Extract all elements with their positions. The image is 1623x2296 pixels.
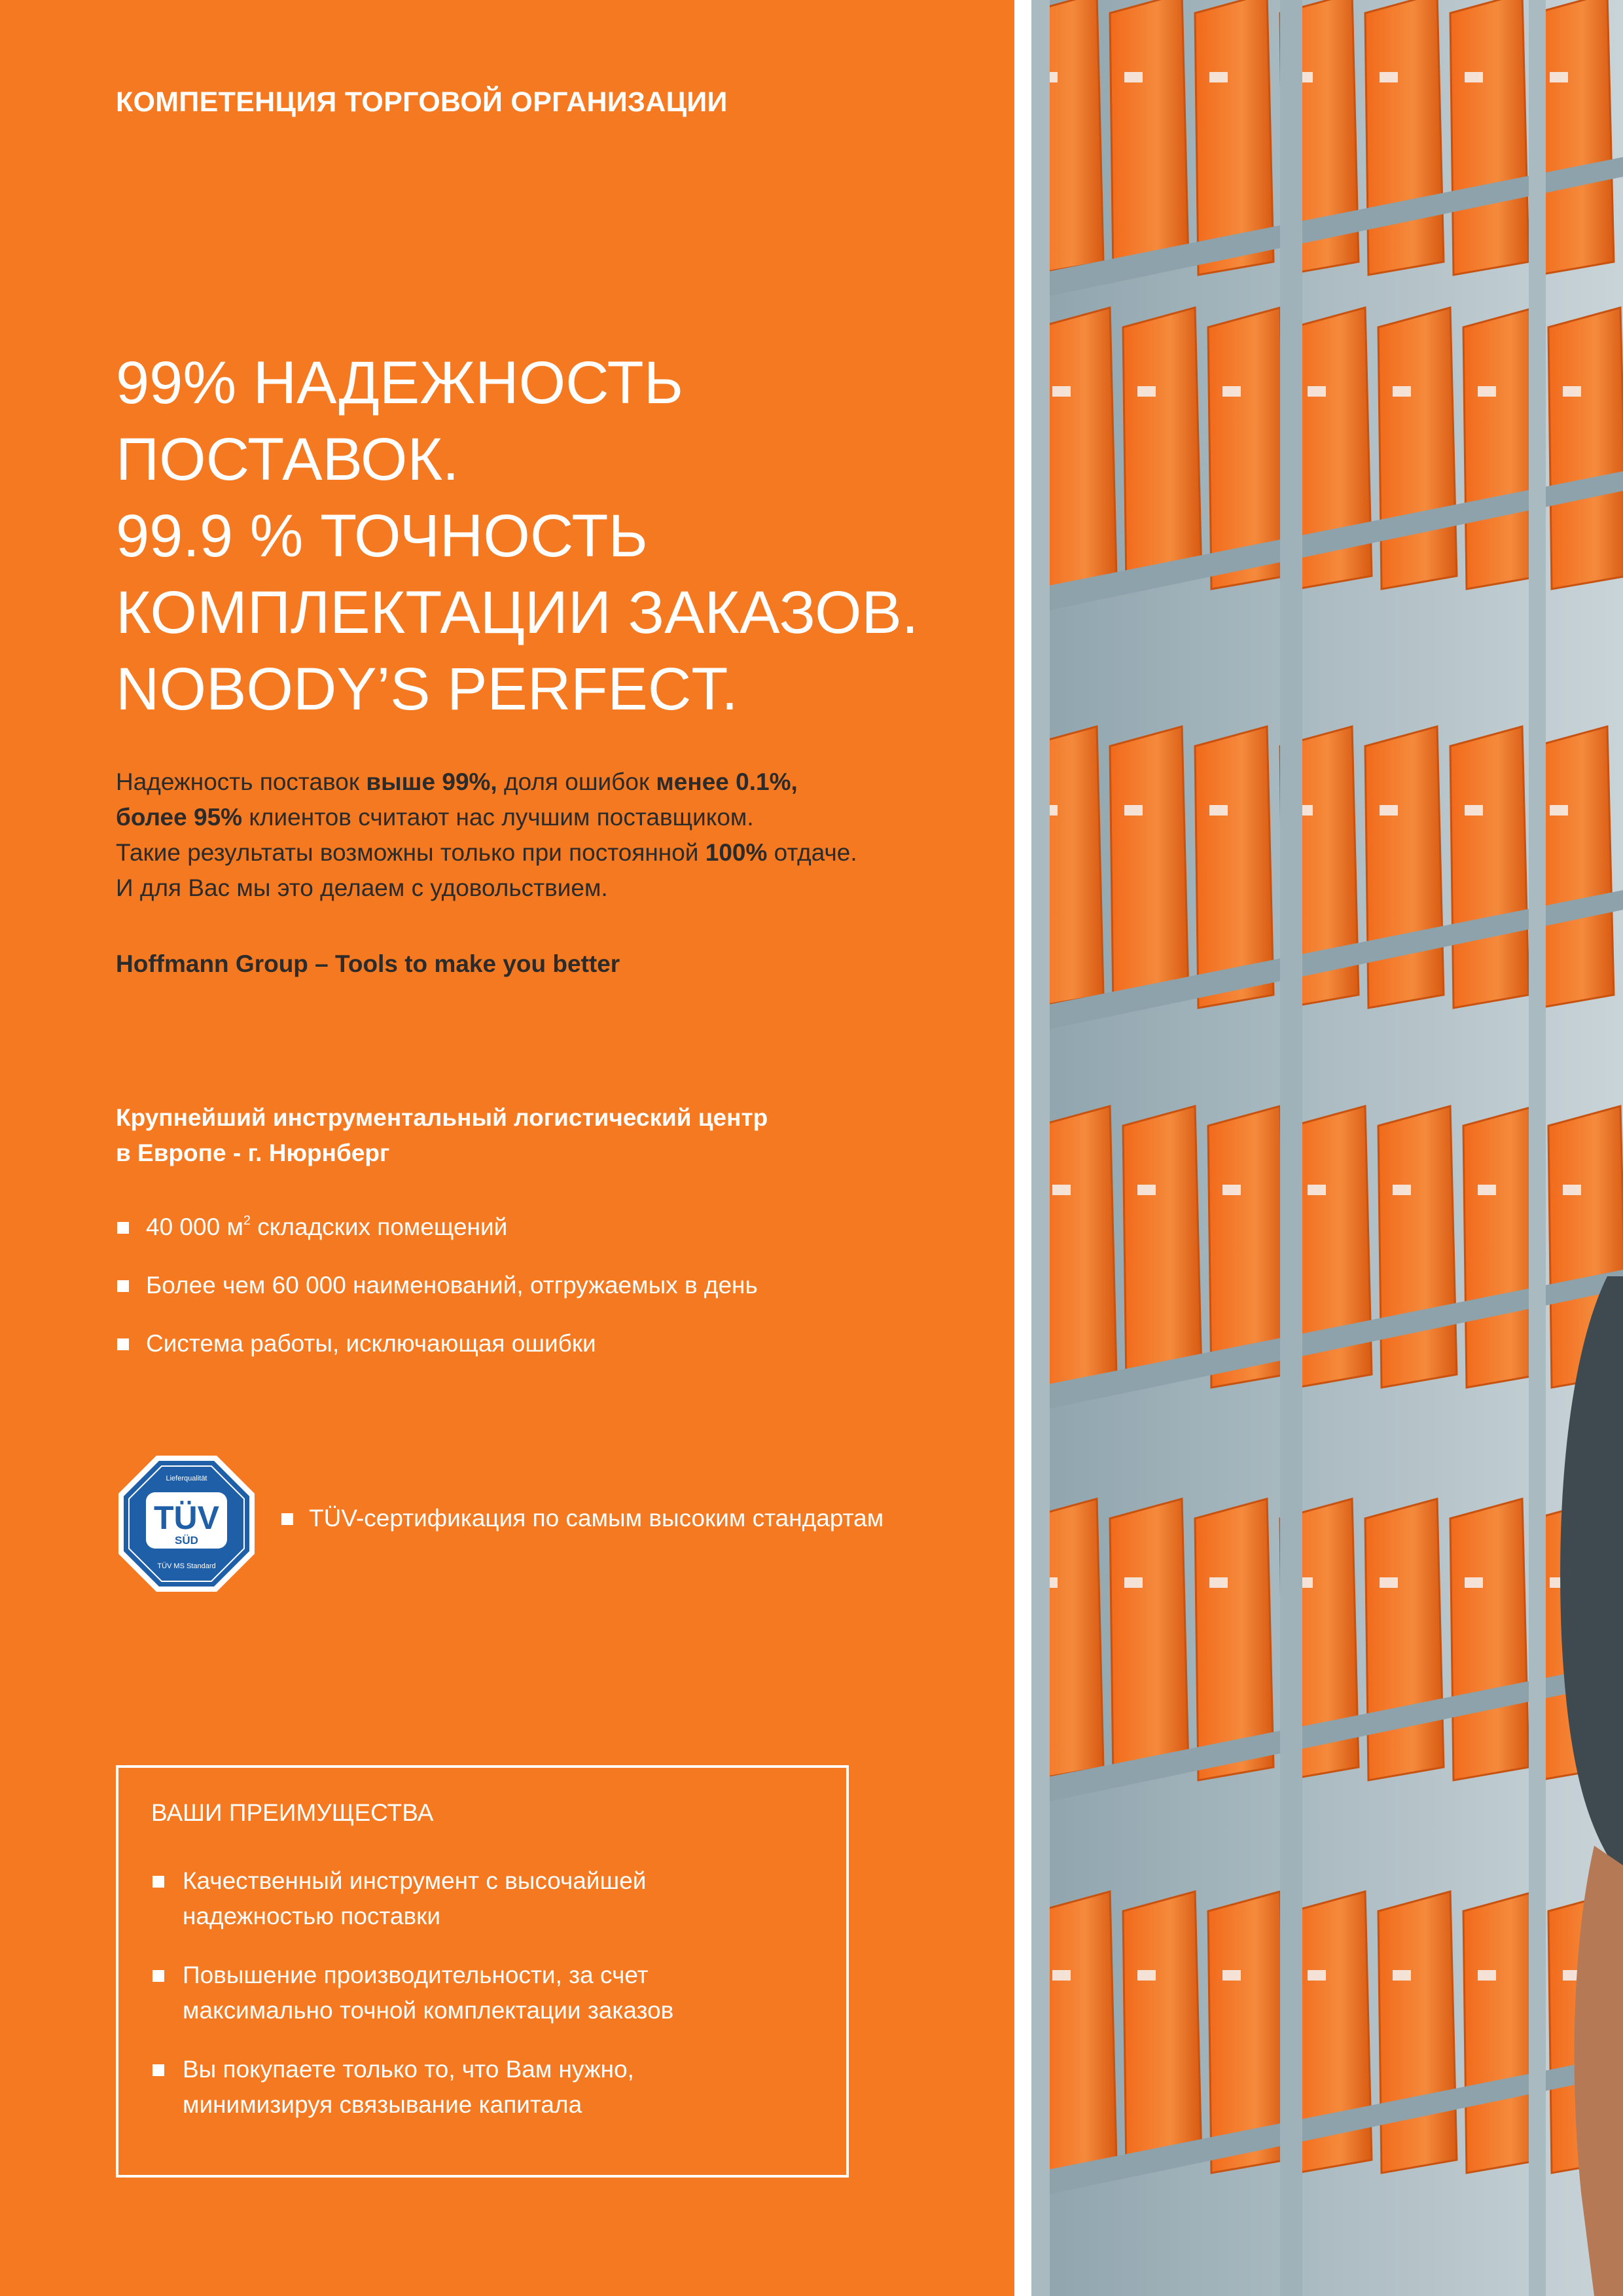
orange-bin [1365,726,1444,1008]
intro-text: доля ошибок [497,768,656,795]
warehouse-photo [1031,0,1623,2296]
benefit-text: Качественный инструмент с высочайшей [183,1867,647,1894]
bin-label-tag [1380,1577,1398,1588]
benefits-box [116,1765,849,2178]
headline [116,345,986,728]
bin-label-tag [1209,72,1228,82]
tuv-certification-text [280,1501,883,1536]
headline-line: NOBODY’S PERFECT. [116,656,738,723]
bin-label-tag [1222,1970,1241,1981]
benefit-text: максимально точной комплектации заказов [183,1997,674,2024]
bin-label-tag [1052,1970,1071,1981]
orange-bin [1378,1106,1457,1388]
square-bullet-icon [152,1876,164,1888]
square-bullet-icon [281,1513,293,1525]
bin-label-tag [1393,1970,1411,1981]
bin-label-tag [1478,386,1496,397]
fact-text: 40 000 м [146,1213,243,1240]
square-bullet-icon [152,1970,164,1982]
benefit-text: минимизируя связывание капитала [183,2091,582,2118]
intro-emphasis: менее 0.1%, [656,768,798,795]
fact-superscript: 2 [243,1213,251,1228]
tuv-sud-badge-icon [115,1452,259,1596]
bin-label-tag [1478,1970,1496,1981]
square-bullet-icon [117,1338,129,1350]
intro-text: Такие результаты возможны только при постоянной [116,839,705,866]
bin-label-tag [1478,1185,1496,1195]
intro-line: И для Вас мы это делаем с удовольствием. [116,874,608,901]
bin-label-tag [1222,1185,1241,1195]
benefit-text: надежностью поставки [183,1903,441,1929]
headline-line: КОМПЛЕКТАЦИИ ЗАКАЗОВ. [116,579,919,646]
orange-bin [1110,0,1188,275]
bin-label-tag [1308,1185,1326,1195]
logistics-center-title-line: Крупнейший инструментальный логистический центр [116,1104,768,1131]
bin-label-tag [1550,72,1568,82]
headline-line: 99.9 % ТОЧНОСТЬ [116,503,648,569]
intro-emphasis: 100% [705,839,768,866]
orange-bin [1123,308,1202,589]
orange-bin [1450,726,1529,1008]
intro-text: клиентов считают нас лучшим поставщиком. [242,804,754,831]
intro-line [116,764,993,800]
bin-label-tag [1137,386,1156,397]
bin-label-tag [1393,1185,1411,1195]
bin-label-tag [1052,1185,1071,1195]
bin-label-tag [1308,386,1326,397]
badge-sub-text: SÜD [175,1534,198,1547]
bin-label-tag [1380,805,1398,816]
bin-label-tag [1563,386,1581,397]
bin-label-tag [1465,1577,1483,1588]
shelf-upright [1031,0,1050,2296]
bin-label-tag [1209,1577,1228,1588]
fact-error-free-system [116,1326,758,1384]
bin-label-tag [1563,1185,1581,1195]
headline-line: 99% НАДЕЖНОСТЬ [116,350,684,416]
shelf-upright [1529,0,1546,2296]
bin-label-tag [1393,386,1411,397]
white-divider [1014,0,1031,2296]
orange-bin [1378,308,1457,589]
orange-bin [1378,1892,1457,2173]
badge-bottom-text: TÜV MS Standard [157,1562,216,1570]
benefit-text: Повышение производительности, за счет [183,1962,649,1988]
badge-mark-text: TÜV [154,1499,219,1536]
brand-slogan: Hoffmann Group – Tools to make you better [116,950,620,977]
intro-text: отдаче. [767,839,857,866]
benefit-text: Вы покупаете только то, что Вам нужно, [183,2056,634,2083]
intro-line [116,800,993,835]
bin-label-tag [1465,805,1483,816]
fact-text: складских помещений [251,1213,508,1240]
certification-text: TÜV-сертификация по самым высоким стандартам [309,1505,884,1532]
bin-label-tag [1137,1185,1156,1195]
bin-label-tag [1124,1577,1143,1588]
bin-label-tag [1209,805,1228,816]
orange-bin [1535,726,1614,1008]
orange-bin [1450,0,1529,275]
benefits-title: ВАШИ ПРЕИМУЩЕСТВА [151,1799,434,1826]
bin-label-tag [1308,1970,1326,1981]
bin-label-tag [1124,72,1143,82]
orange-bin [1365,0,1444,275]
orange-bin [1365,1499,1444,1780]
intro-emphasis: выше 99%, [366,768,497,795]
logistics-center-title-line: в Европе - г. Нюрнберг [116,1139,390,1166]
logistics-center-title [116,1100,768,1171]
bin-label-tag [1465,72,1483,82]
bin-label-tag [1550,805,1568,816]
bin-label-tag [1380,72,1398,82]
orange-bin [1123,1892,1202,2173]
orange-bin [1110,726,1188,1008]
intro-paragraph [116,764,993,906]
warehouse-shelves-image [1031,0,1623,2296]
bin-label-tag [1052,386,1071,397]
fact-text: Система работы, исключающая ошибки [146,1330,596,1357]
orange-bin [1450,1499,1529,1780]
intro-line [116,835,993,870]
square-bullet-icon [152,2064,164,2076]
square-bullet-icon [117,1280,129,1292]
section-label: КОМПЕТЕНЦИЯ ТОРГОВОЙ ОРГАНИЗАЦИИ [116,86,728,118]
benefit-item [151,1863,819,1958]
fact-warehouse-area [116,1210,758,1268]
intro-emphasis: более 95% [116,804,243,831]
benefit-item [151,2052,819,2146]
bin-label-tag [1124,805,1143,816]
badge-top-text: Lieferqualität [166,1475,207,1482]
intro-text: Надежность поставок [116,768,366,795]
orange-bin [1535,0,1614,275]
benefits-list [151,1863,819,2146]
bin-label-tag [1137,1970,1156,1981]
logistics-facts-list [116,1210,758,1384]
shelf-upright [1280,0,1302,2296]
orange-bin [1548,308,1623,589]
benefit-item [151,1958,819,2052]
orange-bin [1123,1106,1202,1388]
bin-label-tag [1222,386,1241,397]
fact-items-per-day [116,1268,758,1326]
orange-bin [1110,1499,1188,1780]
square-bullet-icon [117,1222,129,1234]
headline-line: ПОСТАВОК. [116,426,459,493]
fact-text: Более чем 60 000 наименований, отгружаемых в день [146,1272,758,1299]
